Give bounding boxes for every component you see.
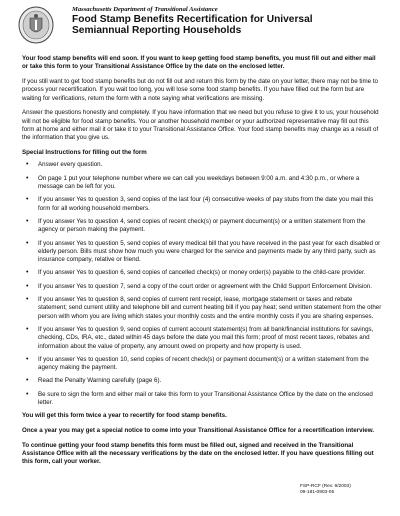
title-line-2: Semiannual Reporting Households <box>72 24 242 36</box>
list-item: • On page 1 put your telephone number where we can call you weekdays between 9:00 a.m. and 4:30 p.m., or where a message can be left for you. <box>22 175 382 192</box>
form-title <box>72 15 313 36</box>
list-item: • If you answer Yes to question 6, send copies of cancelled check(s) or money order(s) payable to the child-care provider. <box>22 269 382 277</box>
intro-paragraph-3: Answer the questions honestly and completely. If you have information that we need but you refuse to give it to us, your household will not be eligible for food stamp benefits. You or another household member or your authorized representative may fill out this form at home and either mail it or take it to your Transitional Assistance Office. Your food stamp benefits may change as a result of the information that you give us. <box>22 109 379 142</box>
closing-paragraph-2: Once a year you may get a special notice to come into your Transitional Assistance Office for a recertification interview. <box>22 427 374 435</box>
intro-paragraph-1: Your food stamp benefits will end soon. If you want to keep getting food stamp benefits, you must fill out and either mail or take this form to your Transitional Assistance Office by the date on the enclosed letter. <box>22 55 376 71</box>
form-code: 09-181-0903-05 <box>300 490 335 495</box>
closing-paragraph-1: You will get this form twice a year to recertify for food stamp benefits. <box>22 412 227 420</box>
list-item: • If you answer Yes to question 4, send copies of recent check(s) or payment document(s) or a written statement from the agency or person making the payment. <box>22 218 382 235</box>
form-id: FSP-RCF (Rev. 9/2003) <box>300 484 351 489</box>
form-footer <box>300 484 351 496</box>
agency-name: Massachusetts Department of Transitional Assistance <box>72 6 218 13</box>
list-item: • Be sure to sign the form and either mail or take this form to your Transitional Assistance Office by the date on the enclosed letter. <box>22 391 382 408</box>
list-item: • If you answer Yes to question 7, send a copy of the court order or agreement with the Child Support Enforcement Division. <box>22 283 382 291</box>
list-item: • If you answer Yes to question 5, send copies of every medical bill that you have received in the past year for each disabled or elderly person. Bills must show how much you were charged for the service and payments made by any third party, such as insurance company, relative or friend. <box>22 240 382 265</box>
list-item: • If you answer Yes to question 10, send copies of recent check(s) or payment document(s) or a written statement from the agency making the payment. <box>22 356 382 373</box>
list-item: • If you answer Yes to question 9, send copies of current account statement(s) from all bank/financial institutions for savings, checking, CDs, IRA, etc., dated within 45 days before the date you mail this form; proof of most recent taxes, rebates and information about the value of property, any amount owed on property and how property is used. <box>22 326 382 351</box>
intro-paragraph-2: If you still want to get food stamp benefits but do not fill out and return this form by the date on your letter, there may not be time to process your recertification. If you wait too long, you will lose some food stamp benefits. If you have filled out the form but are waiting for verifications, return the form with a note saying what verifications are missing. <box>22 78 378 102</box>
closing-paragraph-3: To continue getting your food stamp benefits this form must be filled out, signed and received in the Transitional Assistance Office with all the necessary verifications by the date on the enclosed letter. If you have questions filling out this form, call your worker. <box>22 441 374 466</box>
instructions-heading: Special Instructions for filling out the form <box>22 149 147 157</box>
list-item: • Read the Penalty Warning carefully (page 6). <box>22 377 382 385</box>
page-header <box>18 6 388 46</box>
list-item: • Answer every question. <box>22 161 382 169</box>
state-seal-icon <box>18 6 54 44</box>
instructions-list <box>22 161 382 407</box>
document-body <box>22 55 382 473</box>
title-line-1: Food Stamp Benefits Recertification for Universal <box>72 14 313 25</box>
list-item: • If you answer Yes to question 8, send copies of current rent receipt, lease, mortgage statement or taxes and rebate statement; send current utility and telephone bill and current heating bill if you pay heat; send written statement from the other person with whom you are living which states your monthly costs and the entire monthly costs if you are sharing expenses. <box>22 296 382 321</box>
list-item: • If you answer Yes to question 3, send copies of the last four (4) consecutive weeks of pay stubs from the date you mail this form for all working household members. <box>22 196 382 213</box>
